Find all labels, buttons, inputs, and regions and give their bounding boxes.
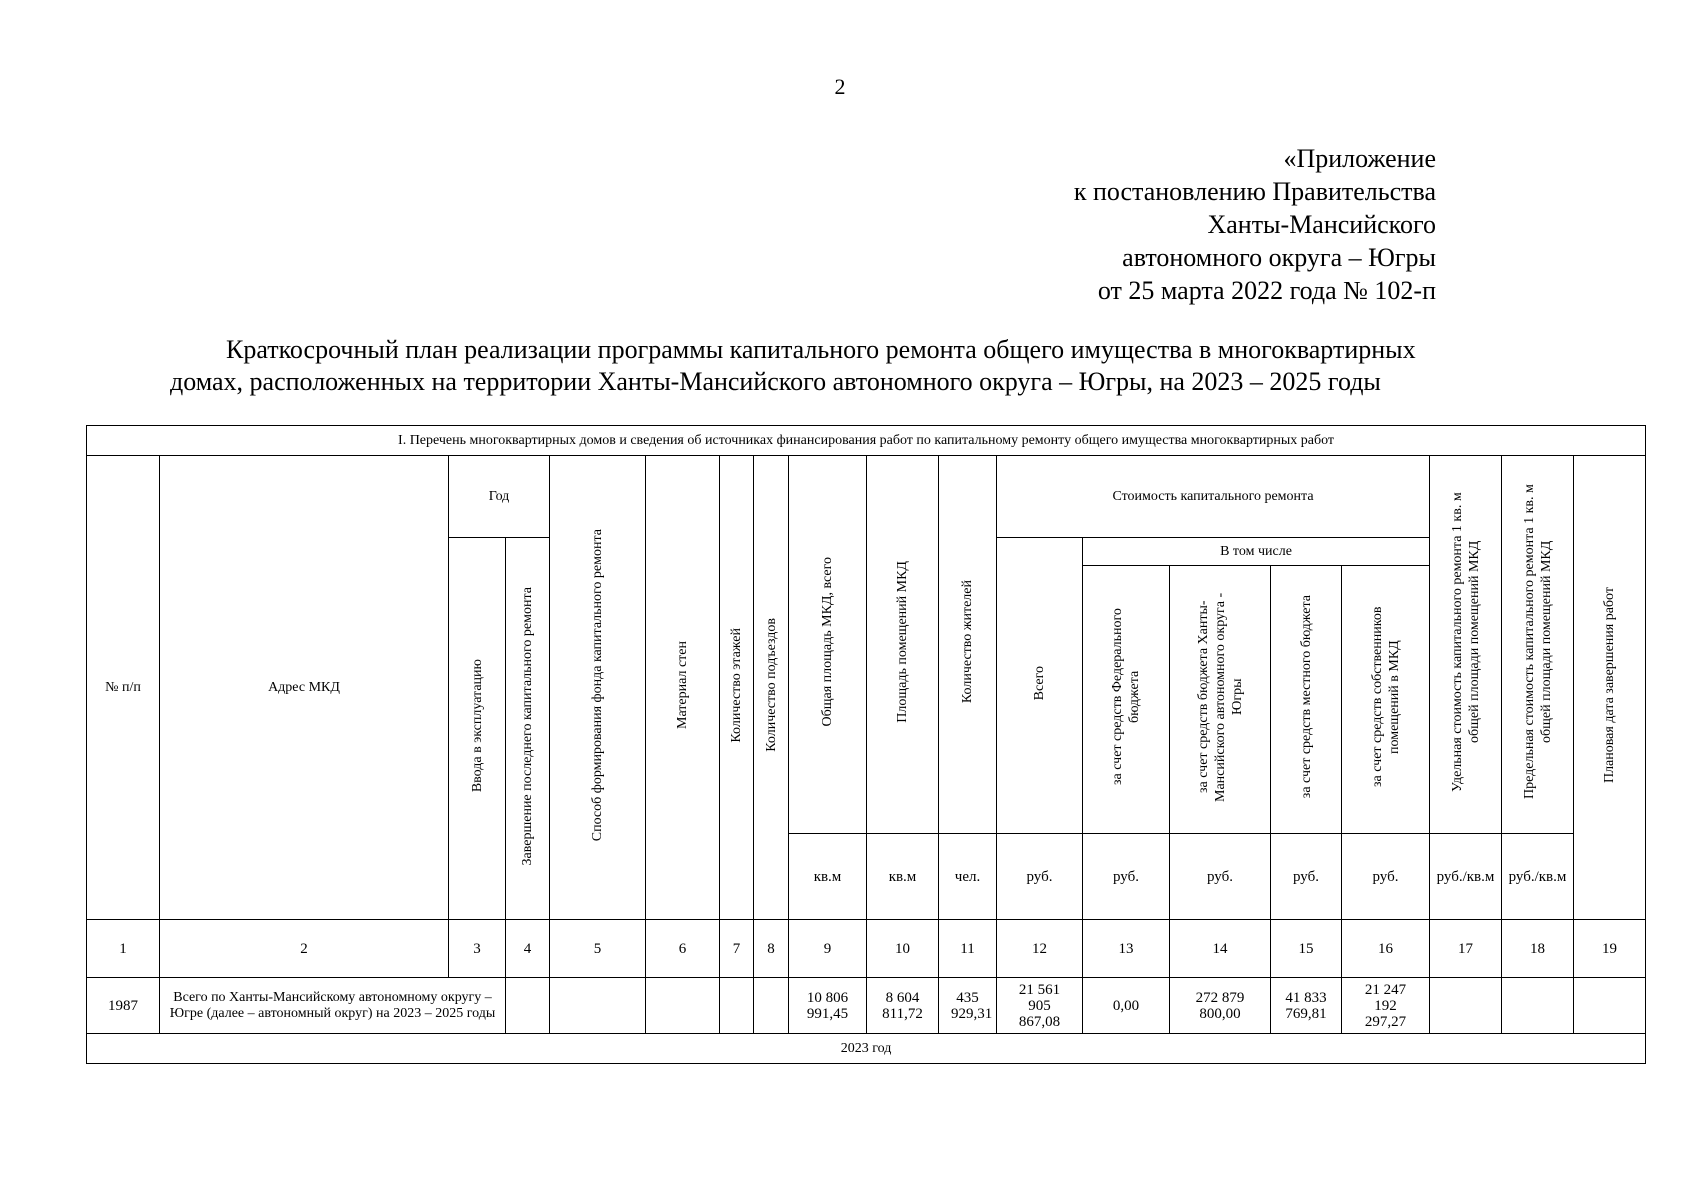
year-row: 2023 год [87,1034,1646,1064]
owners-value: 21 247 192 297,27 [1342,978,1430,1034]
header-wall-material [646,456,720,920]
header-including: В том числе [1083,538,1430,566]
total-num: 1987 [87,978,160,1034]
annex-line: Ханты-Мансийского [1207,210,1436,239]
header-entrances-text: Количество подъездов [763,618,779,752]
header-federal-text: за счет средств Федерального бюджета [1110,608,1142,786]
unit-cost-total: руб. [997,834,1083,920]
title-line-1: Краткосрочный план реализации программы капитального ремонта общего имущества в многоквартирных [226,335,1416,364]
column-number: 12 [997,920,1083,978]
unit-residents: чел. [939,834,997,920]
header-federal [1083,566,1170,834]
column-number: 13 [1083,920,1170,978]
header-premises-area-text: Площадь помещений МКД [895,561,910,723]
header-unit-cost [1430,456,1502,834]
cost-total-value: 21 561 905 867,08 [997,978,1083,1034]
header-fund-method [550,456,646,920]
header-year-group: Год [449,456,550,538]
header-completion-date [1574,456,1646,920]
column-number: 2 [160,920,449,978]
annex-line: к постановлению Правительства [1073,177,1436,206]
column-number: 19 [1574,920,1646,978]
header-residents-text: Количество жителей [960,580,975,704]
unit-total-area: кв.м [789,834,867,920]
federal-value: 0,00 [1083,978,1170,1034]
header-floors [720,456,754,920]
header-local-text: за счет средств местного бюджета [1298,595,1314,799]
section-title: I. Перечень многоквартирных домов и сведения об источниках финансирования работ по капитальному ремонту общего имущества многоквартирных работ [87,426,1646,456]
header-premises-area [867,456,939,834]
header-total-area [789,456,867,834]
document-title [170,334,1530,398]
header-wall-material-text: Материал стен [675,641,690,729]
empty-cell [754,978,789,1034]
unit-unit-cost: руб./кв.м [1430,834,1502,920]
column-number: 18 [1502,920,1574,978]
total-area-value: 10 806 991,45 [789,978,867,1034]
column-number: 1 [87,920,160,978]
title-line-2: домах, расположенных на территории Ханты-Мансийского автономного округа – Югры, на 2023 – 2025 годы [170,367,1381,396]
empty-cell [646,978,720,1034]
column-number: 3 [449,920,506,978]
column-number: 16 [1342,920,1430,978]
empty-cell [1502,978,1574,1034]
page-number: 2 [834,74,846,99]
column-number-row [87,920,1646,978]
total-row [87,978,1646,1034]
local-value: 41 833 769,81 [1271,978,1342,1034]
header-fund-method-text: Способ формирования фонда капитального ремонта [590,528,605,842]
premises-area-value: 8 604 811,72 [867,978,939,1034]
column-number: 8 [754,920,789,978]
empty-cell [720,978,754,1034]
unit-regional: руб. [1170,834,1271,920]
column-number: 17 [1430,920,1502,978]
column-number: 15 [1271,920,1342,978]
header-year-commission-text: Ввода в эксплуатацию [469,659,485,793]
annex-block [1074,142,1436,307]
column-number: 14 [1170,920,1271,978]
empty-cell [1574,978,1646,1034]
header-max-cost-text: Предельная стоимость капитального ремонта 1 кв. м общей площади помещений МКД [1521,484,1554,800]
header-regional [1170,566,1271,834]
empty-cell [1430,978,1502,1034]
header-num: № п/п [87,456,160,920]
header-year-commission [449,538,506,920]
header-residents [939,456,997,834]
annex-line: «Приложение [1283,144,1436,173]
unit-federal: руб. [1083,834,1170,920]
column-number: 4 [506,920,550,978]
unit-owners: руб. [1342,834,1430,920]
unit-premises-area: кв.м [867,834,939,920]
total-address: Всего по Ханты-Мансийскому автономному округу – Югре (далее – автономный округ) на 2023 – 2025 годы [160,978,506,1034]
annex-line: автономного округа – Югры [1122,243,1436,272]
column-number: 6 [646,920,720,978]
column-number: 11 [939,920,997,978]
header-unit-cost-text: Удельная стоимость капитального ремонта 1 кв. м общей площади помещений МКД [1449,492,1482,792]
unit-local: руб. [1271,834,1342,920]
empty-cell [550,978,646,1034]
header-max-cost [1502,456,1574,834]
header-floors-text: Количество этажей [729,627,744,743]
unit-max-cost: руб./кв.м [1502,834,1574,920]
annex-line: от 25 марта 2022 года № 102-п [1097,276,1436,305]
header-local [1271,566,1342,834]
header-cost-total-text: Всего [1032,665,1047,701]
empty-cell [506,978,550,1034]
header-address: Адрес МКД [160,456,449,920]
header-completion-date-text: Плановая дата завершения работ [1602,586,1618,784]
header-entrances [754,456,789,920]
regional-value: 272 879 800,00 [1170,978,1271,1034]
column-number: 10 [867,920,939,978]
header-cost-total [997,538,1083,834]
header-regional-text: за счет средств бюджета Ханты-Мансийского автономного округа - Югры [1195,592,1245,802]
column-number: 9 [789,920,867,978]
header-owners-text: за счет средств собственников помещений в МКД [1369,606,1402,788]
column-number: 7 [720,920,754,978]
repair-plan-table [86,425,1646,1064]
header-year-last-repair-text: Завершение последнего капитального ремонта [520,586,535,866]
header-owners [1342,566,1430,834]
header-year-last-repair [506,538,550,920]
column-number: 5 [550,920,646,978]
residents-value: 435 929,31 [939,978,997,1034]
header-cost-group: Стоимость капитального ремонта [997,456,1430,538]
header-total-area-text: Общая площадь МКД, всего [820,557,835,727]
